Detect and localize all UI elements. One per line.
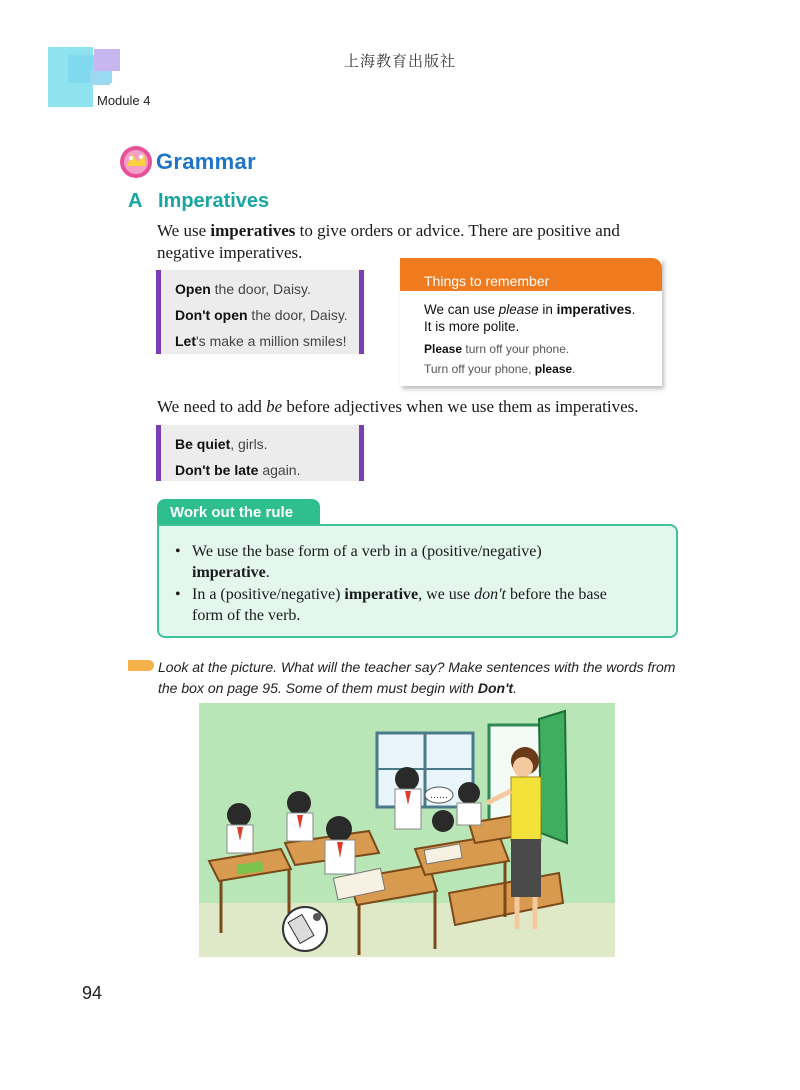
example-line — [175, 431, 359, 457]
things-to-remember-body — [400, 291, 662, 377]
things-to-remember-box — [400, 258, 662, 386]
rule-text: form of the verb. — [192, 607, 301, 624]
be-note-text: We need to add — [157, 397, 267, 416]
grammar-header — [118, 144, 256, 180]
rule-bullet-2 — [173, 584, 676, 626]
example-bold: Open — [175, 281, 211, 297]
example-rest: , girls. — [230, 436, 268, 452]
rule-text: In a (positive/negative) — [192, 586, 345, 603]
things-line-2: It is more polite. — [424, 319, 520, 334]
example-rest: the door, Daisy. — [210, 281, 311, 297]
things-ex-bold: Please — [424, 342, 463, 356]
things-example-2 — [424, 361, 662, 377]
rule-bold: imperative — [344, 586, 419, 603]
section-a-heading — [128, 190, 269, 213]
intro-text-3: negative imperatives. — [157, 243, 303, 262]
be-note-paragraph — [157, 396, 697, 418]
example-bold: Let — [175, 333, 196, 349]
publisher-name: 上海教育出版社 — [343, 52, 456, 70]
things-text: in — [538, 302, 557, 317]
rule-bold: imperative — [192, 564, 266, 581]
things-ex-text: turn off your phone. — [462, 342, 570, 356]
rule-italic: don't — [474, 586, 506, 603]
things-example-1 — [424, 341, 662, 357]
things-ex-text: Turn off your phone, — [424, 362, 535, 376]
section-title: Imperatives — [158, 190, 270, 212]
example-line — [175, 457, 359, 483]
work-out-rule-tab: Work out the rule — [157, 499, 320, 527]
rule-list — [159, 526, 676, 626]
things-to-remember-title: Things to remember — [400, 258, 662, 291]
be-note-text-2: before adjectives when we use them as imperatives. — [282, 397, 639, 416]
page-number: 94 — [82, 983, 103, 1003]
example-line — [175, 302, 359, 328]
speech-bubble-text: …… — [430, 791, 448, 801]
task-instructions — [158, 657, 698, 699]
rule-text: . — [265, 564, 270, 581]
things-text: We can use — [424, 302, 499, 317]
task-line-1: Look at the picture. What will the teacher say? Make sentences with the words from — [158, 659, 676, 675]
example-bold: Be quiet — [175, 436, 231, 452]
example-rest: the door, Daisy. — [247, 307, 348, 323]
rule-text: We use the base form of a verb in a (positive/negative) — [192, 543, 542, 560]
be-note-italic: be — [266, 397, 283, 416]
example-line — [175, 328, 359, 354]
task-bold: Don't — [477, 680, 514, 696]
task-line-2: the box on page 95. Some of them must begin with — [158, 680, 478, 696]
things-text: . — [631, 302, 636, 317]
things-ex-bold: please — [534, 362, 573, 376]
things-italic: please — [498, 302, 539, 317]
section-letter: A — [128, 190, 143, 212]
rule-text: before the base — [506, 586, 607, 603]
work-out-rule-box — [157, 524, 678, 638]
intro-text: We use — [157, 221, 211, 240]
example-bold: Don't be late — [175, 462, 259, 478]
example-rest: again. — [258, 462, 301, 478]
example-rest: 's make a million smiles! — [196, 333, 347, 349]
rule-bullet-1 — [173, 541, 676, 583]
things-bold: imperatives — [556, 302, 632, 317]
examples-box-positive-negative — [156, 270, 364, 354]
things-line-1 — [424, 301, 662, 318]
example-bold: Don't open — [175, 307, 248, 323]
classroom-illustration — [199, 703, 615, 957]
intro-bold: imperatives — [210, 221, 296, 240]
task-end: . — [513, 680, 517, 696]
intro-text-2: to give orders or advice. There are positive and — [295, 221, 620, 240]
grammar-title: Grammar — [156, 149, 256, 174]
task-marker-icon — [128, 660, 154, 671]
grammar-badge-icon — [118, 144, 154, 180]
examples-box-be — [156, 425, 364, 481]
rule-text: , we use — [418, 586, 475, 603]
example-line — [175, 276, 359, 302]
things-ex-text: . — [572, 362, 576, 376]
module-label: Module 4 — [97, 93, 151, 108]
